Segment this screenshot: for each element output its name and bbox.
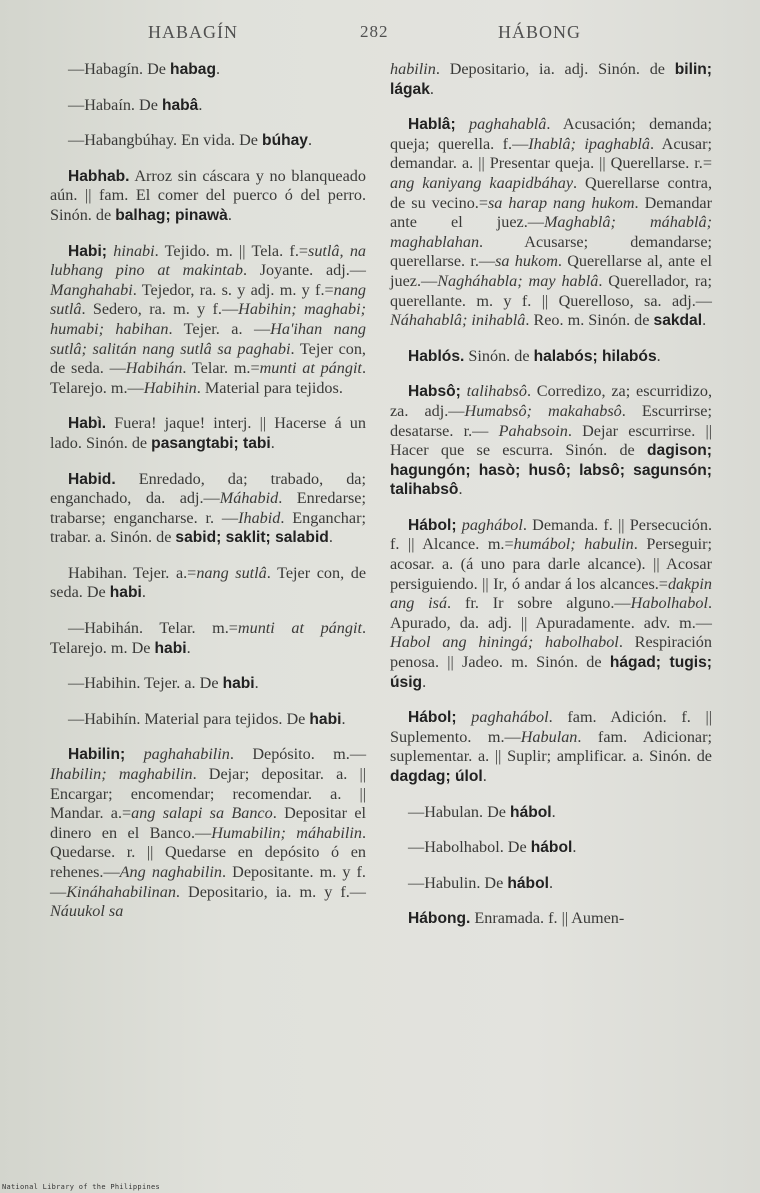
left-column: [50, 60, 366, 938]
dictionary-entry: Hablâ; paghahablâ. Acusación; demanda; queja; querella. f.—Ihablâ; ipaghablâ. Acusar; demandar. a. || Presentar queja. || Querellarse. r.= ang kaniyang kaapidbáhay. Querellarse contra, de su vecino.=sa harap nang hukom. Demandar ante el juez.—Maghablâ; máhablâ; maghablahan. Acusarse; demandarse; querellarse. r.—sa hukom. Querellarse al, ante el juez.—Nagháhabla; may hablâ. Querellador, ra; querellante. m. y f. || Querelloso, sa. adj.—Náhahablâ; inihablâ. Reo. m. Sinón. de sakdal.: [390, 115, 712, 330]
dictionary-entry: Habid. Enredado, da; trabado, da; enganchado, da. adj.—Máhabid. Enredarse; trabarse; engancharse. r. —Ihabid. Enganchar; trabar. a. Sinón. de sabid; saklit; salabid.: [50, 469, 366, 547]
dictionary-entry: Habsô; talihabsô. Corredizo, za; escurridizo, za. adj.—Humabsô; makahabsô. Escurrirse; desatarse. r.— Pahabsoin. Dejar escurrirse. || Hacer que se escurra. Sinón. de dagison; hagungón; hasò; husô; labsô; sagunsón; talihabsô.: [390, 382, 712, 499]
dictionary-entry: —Habulan. De hábol.: [408, 802, 556, 821]
dictionary-entry: Hábong. Enramada. f. || Aumen-: [408, 909, 625, 928]
library-footer: National Library of the Philippines: [2, 1183, 161, 1191]
dictionary-entry: —Habihin. Tejer. a. De habi.: [68, 674, 259, 693]
running-head-left: HABAGÍN: [148, 22, 238, 42]
dictionary-entry: —Habulin. De hábol.: [408, 873, 553, 892]
dictionary-entry: —Habihín. Material para tejidos. De habi.: [68, 709, 346, 728]
dictionary-entry: Habihan. Tejer. a.=nang sutlâ. Tejer con, de seda. De habi.: [50, 563, 367, 602]
page-number: 282: [360, 22, 389, 41]
dictionary-entry: Hablós. Sinón. de halabós; hilabós.: [408, 346, 661, 365]
running-head-right: HÁBONG: [498, 22, 582, 42]
dictionary-entry: —Habolhabol. De hábol.: [408, 838, 577, 857]
dictionary-entry: Habì. Fuera! jaque! interj. || Hacerse á un lado. Sinón. de pasangtabi; tabi.: [50, 414, 366, 452]
right-column: [390, 60, 712, 945]
dictionary-entry: habilin. Depositario, ia. adj. Sinón. de bilin; lágak.: [390, 60, 712, 98]
dictionary-entry: —Habaín. De habâ.: [68, 95, 203, 114]
dictionary-entry: —Habihán. Telar. m.=munti at pángit. Telarejo. m. De habi.: [50, 619, 366, 657]
dictionary-entry: Hábol; paghábol. Demanda. f. || Persecución. f. || Alcance. m.=humábol; habulin. Perseguir; acosar. a. (á uno para darle alcance). || Acosar persiguiendo. || Ir, ó andar á los alcances.=dakpin ang isá. fr. Ir sobre alguno.—Habolhabol. Apurado, da. adj. || Apuradamente. adv. m.— Habol ang hiningá; habolhabol. Respiración penosa. || Jadeo. m. Sinón. de hágad; tugis; úsig.: [390, 515, 713, 691]
dictionary-entry: —Habagín. De habag.: [68, 60, 221, 78]
dictionary-entry: Habhab. Arroz sin cáscara y no blanqueado aún. || fam. El comer del puerco ó del perro. Sinón. de balhag; pinawà.: [50, 166, 366, 224]
dictionary-entry: Habilin; paghahabilin. Depósito. m.—Ihabilin; maghabilin. Dejar; depositar. a. || Encargar; encomendar; recomendar. a. || Mandar. a.=ang salapi sa Banco. Depositar el dinero en el Banco.—Humabilin; máhabilin. Quedarse. r. || Quedarse en depósito ó en rehenes.—Ang naghabilin. Depositante. m. y f.—Kináhahabilinan. Depositario, ia. m. y f.—Náuukol sa: [50, 745, 367, 921]
dictionary-entry: Habi; hinabi. Tejido. m. || Tela. f.=sutlâ, na lubhang pino at makintab. Joyante. adj.—Manghahabi. Tejedor, ra. s. y adj. m. y f.=nang sutlâ. Sedero, ra. m. y f.—Habihin; maghabi; humabi; habihan. Tejer. a. —Ha'ihan nang sutlâ; salitán nang sutlâ sa paghabi. Tejer con, de seda. —Habihán. Telar. m.=munti at pángit. Telarejo. m.—Habihin. Material para tejidos.: [50, 241, 367, 397]
dictionary-entry: —Habangbúhay. En vida. De búhay.: [68, 131, 313, 150]
dictionary-entry: Hábol; paghahábol. fam. Adición. f. || Suplemento. m.—Habulan. fam. Adicionar; suplementar. a. || Suplir; amplificar. a. Sinón. de dagdag; úlol.: [390, 708, 713, 785]
